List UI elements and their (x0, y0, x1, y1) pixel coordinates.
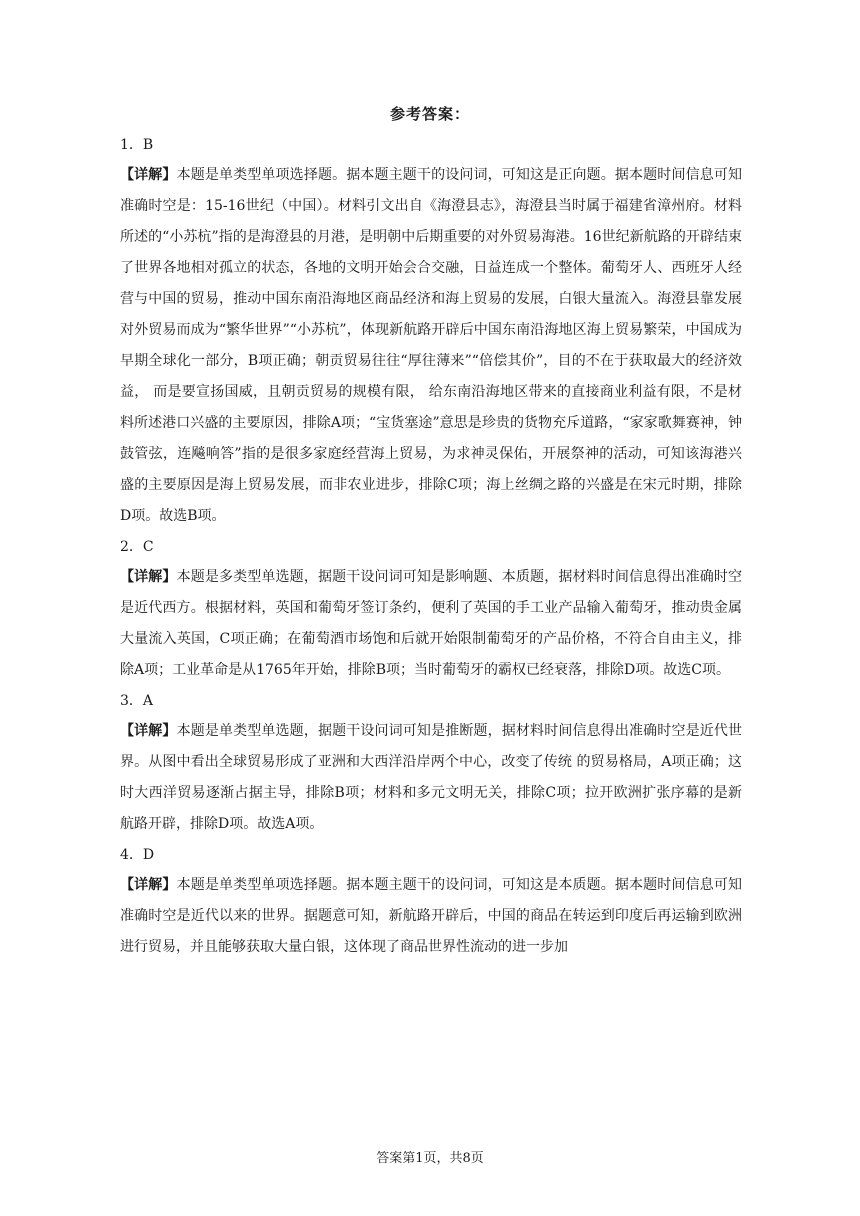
page-title: 参考答案： (389, 105, 470, 123)
detail-tag: 【详解】 (120, 723, 177, 739)
answer-1-text: 本题是单类型单项选择题。据本题主题干的设问词，可知这是正向题。据本题时间信息可知准确时空是：15-16世纪（中国）。材料引文出自《海澄县志》，海澄县当时属于福建省漳州府。材料所述的“小苏杭”指的是海澄县的月港，是明朝中后期重要的对外贸易海港。16世纪新航路的开辟结束了世界各地相对孤立的状态，各地的文明开始会合交融，日益连成一个整体。葡萄牙人、西班牙人经营与中国的贸易，推动中国东南沿海地区商品经济和海上贸易的发展，白银大量流入。海澄县靠发展对外贸易而成为“繁华世界”“小苏杭”，体现新航路开辟后中国东南沿海地区海上贸易繁荣，中国成为早期全球化一部分，B项正确；朝贡贸易往往“厚往薄来”“倍偿其价”，目的不在于获取最大的经济效益， 而是要宣扬国威，且朝贡贸易的规模有限， 给东南沿海地区带来的直接商业利益有限，不是材料所述港口兴盛的主要原因，排除A项；“宝货塞途”意思是珍贵的货物充斥道路，“家家歌舞赛神，钟鼓管弦，连飚响答”指的是很多家庭经营海上贸易，为求神灵保佑，开展祭神的活动，可知该海港兴盛的主要原因是海上贸易发展，而非农业进步，排除C项；海上丝绸之路的兴盛是在宋元时期，排除D项。故选B项。 (120, 167, 743, 524)
answer-2-explanation (120, 562, 742, 686)
page-footer: 答案第1页，共8页 (376, 1151, 484, 1166)
answer-2-text: 本题是多类型单选题，据题干设问词可知是影响题、本质题，据材料时间信息得出准确时空是近代西方。根据材料，英国和葡萄牙签订条约，便利了英国的手工业产品输入葡萄牙，推动贵金属大量流入英国，C项正确；在葡萄酒市场饱和后就开始限制葡萄牙的产品价格，不符合自由主义，排除A项；工业革命是从1765年开始，排除B项；当时葡萄牙的霸权已经衰落，排除D项。故选C项。 (120, 569, 743, 678)
answer-list (120, 130, 742, 963)
answer-4-explanation (120, 870, 742, 963)
answer-4-text: 本题是单类型单项选择题。据本题主题干的设问词，可知这是本质题。据本题时间信息可知准确时空是近代以来的世界。据题意可知，新航路开辟后，中国的商品在转运到印度后再运输到欧洲进行贸易，并且能够获取大量白银，这体现了商品世界性流动的进一步加 (120, 877, 743, 955)
answer-1-number: 1．B (120, 137, 154, 153)
answer-3-number: 3．A (120, 693, 154, 709)
detail-tag: 【详解】 (120, 167, 177, 183)
answer-3-explanation (120, 716, 742, 840)
answer-3-text: 本题是单类型单选题，据题干设问词可知是推断题，据材料时间信息得出准确时空是近代世界。从图中看出全球贸易形成了亚洲和大西洋沿岸两个中心，改变了传统 的贸易格局，A项正确；这时大西洋贸易逐渐占据主导，排除B项；材料和多元文明无关，排除C项；拉开欧洲扩张序幕的是新航路开辟，排除D项。故选A项。 (120, 723, 743, 832)
detail-tag: 【详解】 (120, 569, 177, 585)
answer-2-number: 2．C (120, 539, 154, 555)
detail-tag: 【详解】 (120, 877, 177, 893)
answer-1-explanation (120, 160, 742, 532)
answer-4-number: 4．D (120, 847, 155, 863)
